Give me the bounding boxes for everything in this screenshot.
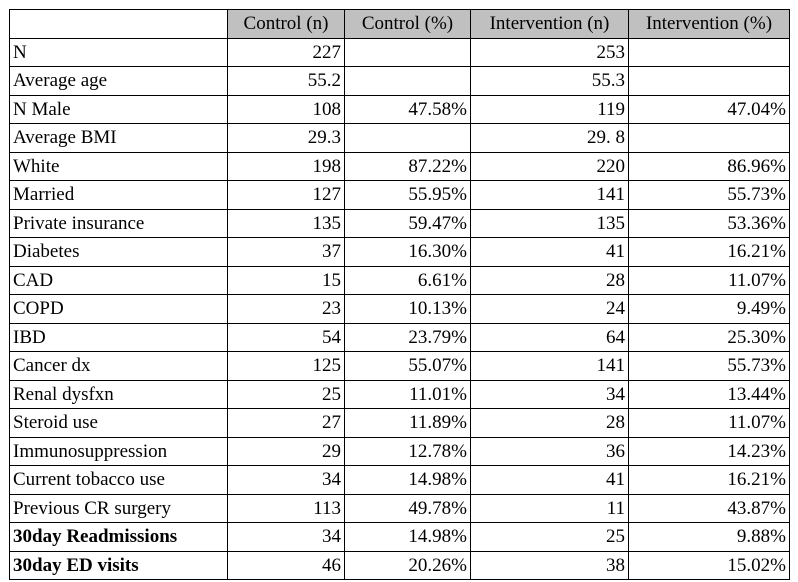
table-row: [10, 295, 790, 324]
intervention-n-cell: 24: [471, 295, 629, 324]
table-row: [10, 551, 790, 580]
control-pct-cell: 20.26%: [345, 551, 471, 580]
header-intervention-pct: Intervention (%): [629, 10, 790, 39]
table-row: [10, 266, 790, 295]
control-n-cell: 108: [228, 95, 345, 124]
control-pct-cell: 23.79%: [345, 323, 471, 352]
intervention-pct-cell: 16.21%: [629, 238, 790, 267]
control-pct-cell: [345, 67, 471, 96]
intervention-pct-cell: [629, 38, 790, 67]
control-pct-cell: 12.78%: [345, 437, 471, 466]
control-pct-cell: [345, 124, 471, 153]
intervention-n-cell: 253: [471, 38, 629, 67]
table-row: [10, 67, 790, 96]
table-row: [10, 466, 790, 495]
table-row: [10, 352, 790, 381]
intervention-n-cell: 29. 8: [471, 124, 629, 153]
intervention-pct-cell: 43.87%: [629, 494, 790, 523]
table-row: [10, 181, 790, 210]
row-label: Diabetes: [10, 238, 228, 267]
control-n-cell: 34: [228, 466, 345, 495]
control-n-cell: 55.2: [228, 67, 345, 96]
control-n-cell: 127: [228, 181, 345, 210]
control-n-cell: 37: [228, 238, 345, 267]
intervention-pct-cell: [629, 124, 790, 153]
row-label: 30day Readmissions: [10, 523, 228, 552]
intervention-pct-cell: 11.07%: [629, 409, 790, 438]
intervention-n-cell: 34: [471, 380, 629, 409]
intervention-n-cell: 28: [471, 266, 629, 295]
control-pct-cell: 10.13%: [345, 295, 471, 324]
header-row: [10, 10, 790, 39]
intervention-n-cell: 220: [471, 152, 629, 181]
intervention-n-cell: 141: [471, 181, 629, 210]
intervention-n-cell: 38: [471, 551, 629, 580]
intervention-pct-cell: 11.07%: [629, 266, 790, 295]
control-pct-cell: 14.98%: [345, 523, 471, 552]
intervention-pct-cell: 55.73%: [629, 181, 790, 210]
intervention-pct-cell: 15.02%: [629, 551, 790, 580]
control-n-cell: 113: [228, 494, 345, 523]
control-n-cell: 227: [228, 38, 345, 67]
intervention-pct-cell: [629, 67, 790, 96]
intervention-pct-cell: 53.36%: [629, 209, 790, 238]
control-n-cell: 27: [228, 409, 345, 438]
header-intervention-n: Intervention (n): [471, 10, 629, 39]
header-control-pct: Control (%): [345, 10, 471, 39]
table-row: [10, 523, 790, 552]
table-body: [10, 38, 790, 580]
intervention-pct-cell: 9.49%: [629, 295, 790, 324]
control-n-cell: 23: [228, 295, 345, 324]
control-n-cell: 135: [228, 209, 345, 238]
control-pct-cell: 47.58%: [345, 95, 471, 124]
intervention-n-cell: 141: [471, 352, 629, 381]
row-label: Average BMI: [10, 124, 228, 153]
intervention-n-cell: 119: [471, 95, 629, 124]
row-label: Married: [10, 181, 228, 210]
control-n-cell: 54: [228, 323, 345, 352]
intervention-n-cell: 36: [471, 437, 629, 466]
table-row: [10, 409, 790, 438]
table-row: [10, 494, 790, 523]
row-label: Immunosuppression: [10, 437, 228, 466]
control-n-cell: 34: [228, 523, 345, 552]
table-row: [10, 323, 790, 352]
control-pct-cell: 49.78%: [345, 494, 471, 523]
row-label: 30day ED visits: [10, 551, 228, 580]
table-row: [10, 209, 790, 238]
intervention-n-cell: 41: [471, 238, 629, 267]
row-label: COPD: [10, 295, 228, 324]
intervention-pct-cell: 25.30%: [629, 323, 790, 352]
intervention-n-cell: 135: [471, 209, 629, 238]
row-label: N Male: [10, 95, 228, 124]
control-n-cell: 198: [228, 152, 345, 181]
table-row: [10, 238, 790, 267]
control-pct-cell: [345, 38, 471, 67]
table-row: [10, 38, 790, 67]
row-label: IBD: [10, 323, 228, 352]
control-n-cell: 15: [228, 266, 345, 295]
control-pct-cell: 11.01%: [345, 380, 471, 409]
intervention-pct-cell: 55.73%: [629, 352, 790, 381]
demographics-table: [9, 9, 790, 580]
row-label: White: [10, 152, 228, 181]
row-label: N: [10, 38, 228, 67]
intervention-pct-cell: 47.04%: [629, 95, 790, 124]
intervention-pct-cell: 9.88%: [629, 523, 790, 552]
row-label: Average age: [10, 67, 228, 96]
intervention-pct-cell: 14.23%: [629, 437, 790, 466]
table-row: [10, 437, 790, 466]
control-pct-cell: 11.89%: [345, 409, 471, 438]
header-control-n: Control (n): [228, 10, 345, 39]
control-pct-cell: 87.22%: [345, 152, 471, 181]
table-row: [10, 380, 790, 409]
row-label: Cancer dx: [10, 352, 228, 381]
intervention-n-cell: 11: [471, 494, 629, 523]
intervention-n-cell: 28: [471, 409, 629, 438]
table-row: [10, 152, 790, 181]
control-pct-cell: 6.61%: [345, 266, 471, 295]
intervention-n-cell: 25: [471, 523, 629, 552]
table-row: [10, 95, 790, 124]
row-label: Previous CR surgery: [10, 494, 228, 523]
control-n-cell: 25: [228, 380, 345, 409]
control-pct-cell: 55.95%: [345, 181, 471, 210]
row-label: Private insurance: [10, 209, 228, 238]
intervention-n-cell: 55.3: [471, 67, 629, 96]
row-label: CAD: [10, 266, 228, 295]
control-n-cell: 29.3: [228, 124, 345, 153]
intervention-pct-cell: 13.44%: [629, 380, 790, 409]
row-label: Steroid use: [10, 409, 228, 438]
table-row: [10, 124, 790, 153]
control-pct-cell: 16.30%: [345, 238, 471, 267]
control-n-cell: 29: [228, 437, 345, 466]
control-n-cell: 46: [228, 551, 345, 580]
row-label: Current tobacco use: [10, 466, 228, 495]
control-pct-cell: 59.47%: [345, 209, 471, 238]
control-pct-cell: 14.98%: [345, 466, 471, 495]
intervention-n-cell: 64: [471, 323, 629, 352]
header-corner-cell: [10, 10, 228, 39]
control-pct-cell: 55.07%: [345, 352, 471, 381]
intervention-n-cell: 41: [471, 466, 629, 495]
control-n-cell: 125: [228, 352, 345, 381]
intervention-pct-cell: 16.21%: [629, 466, 790, 495]
intervention-pct-cell: 86.96%: [629, 152, 790, 181]
row-label: Renal dysfxn: [10, 380, 228, 409]
